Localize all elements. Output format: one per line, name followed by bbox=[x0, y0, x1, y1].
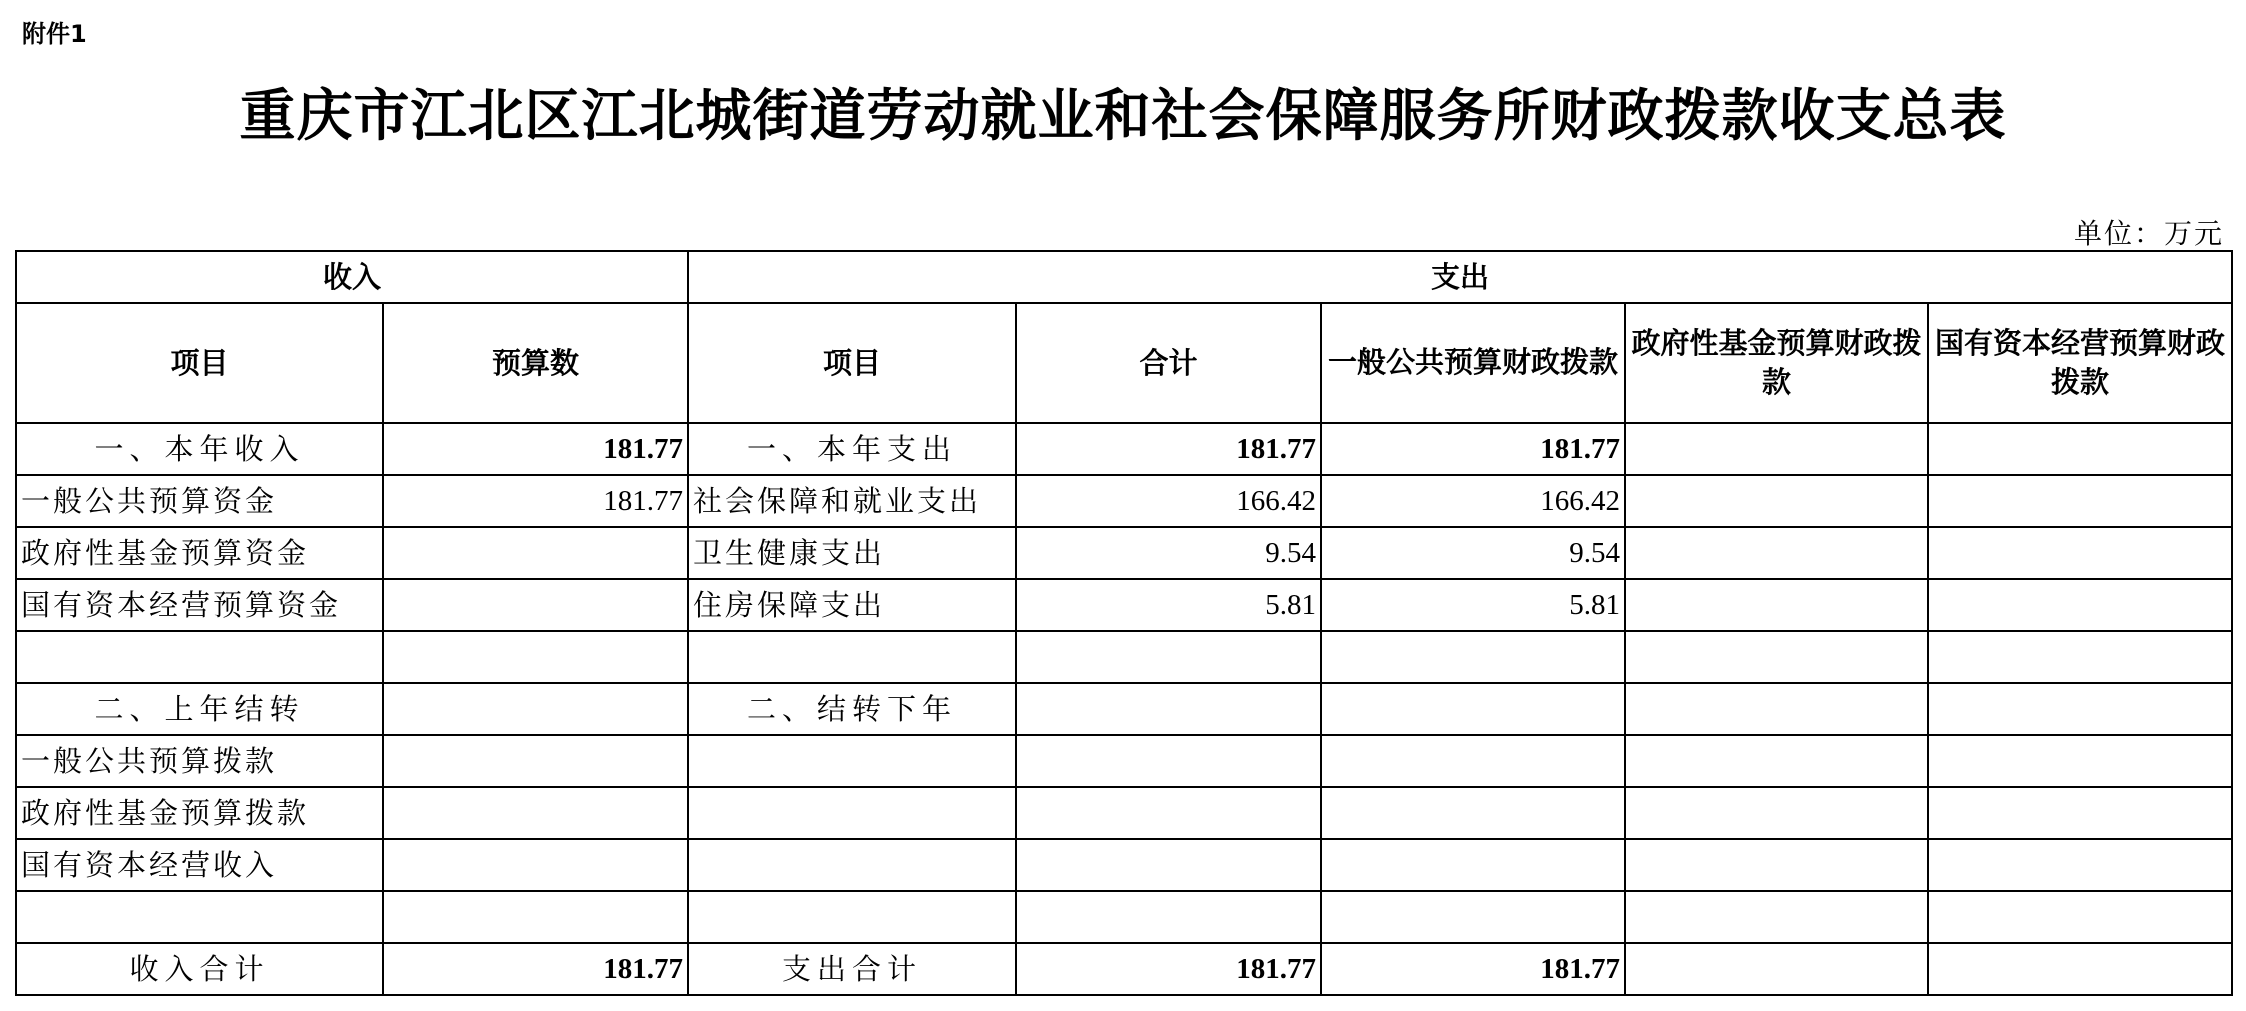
expenditure-total bbox=[1016, 631, 1321, 683]
expenditure-general: 5.81 bbox=[1321, 579, 1625, 631]
budget-table bbox=[15, 250, 2233, 996]
income-item: 国有资本经营预算资金 bbox=[16, 579, 383, 631]
income-value: 181.77 bbox=[383, 475, 688, 527]
table-subheader-row bbox=[16, 303, 2232, 423]
expenditure-fund bbox=[1625, 579, 1928, 631]
expenditure-header: 支出 bbox=[688, 251, 2232, 303]
expenditure-item: 社会保障和就业支出 bbox=[688, 475, 1016, 527]
table-header-row bbox=[16, 251, 2232, 303]
expenditure-general: 181.77 bbox=[1321, 943, 1625, 995]
expenditure-capital bbox=[1928, 423, 2232, 475]
income-value bbox=[383, 683, 688, 735]
income-item-header: 项目 bbox=[16, 303, 383, 423]
expenditure-general bbox=[1321, 631, 1625, 683]
expenditure-fund bbox=[1625, 631, 1928, 683]
expenditure-total bbox=[1016, 735, 1321, 787]
expenditure-general: 181.77 bbox=[1321, 423, 1625, 475]
expenditure-total: 181.77 bbox=[1016, 423, 1321, 475]
expenditure-total: 166.42 bbox=[1016, 475, 1321, 527]
expenditure-item bbox=[688, 891, 1016, 943]
expenditure-fund bbox=[1625, 891, 1928, 943]
expenditure-general bbox=[1321, 683, 1625, 735]
expenditure-capital bbox=[1928, 735, 2232, 787]
expenditure-item bbox=[688, 735, 1016, 787]
table-row bbox=[16, 839, 2232, 891]
expenditure-item-header: 项目 bbox=[688, 303, 1016, 423]
income-value bbox=[383, 891, 688, 943]
table-row bbox=[16, 787, 2232, 839]
income-value bbox=[383, 839, 688, 891]
expenditure-fund bbox=[1625, 683, 1928, 735]
income-value: 181.77 bbox=[383, 423, 688, 475]
income-total-label: 收入合计 bbox=[16, 943, 383, 995]
expenditure-fund bbox=[1625, 787, 1928, 839]
expenditure-fund bbox=[1625, 943, 1928, 995]
expenditure-general bbox=[1321, 735, 1625, 787]
table-row bbox=[16, 475, 2232, 527]
income-item: 政府性基金预算资金 bbox=[16, 527, 383, 579]
income-value bbox=[383, 787, 688, 839]
expenditure-total: 9.54 bbox=[1016, 527, 1321, 579]
table-row bbox=[16, 579, 2232, 631]
expenditure-general bbox=[1321, 787, 1625, 839]
income-total-value: 181.77 bbox=[383, 943, 688, 995]
table-row bbox=[16, 735, 2232, 787]
table-row bbox=[16, 527, 2232, 579]
page-title: 重庆市江北区江北城街道劳动就业和社会保障服务所财政拨款收支总表 bbox=[239, 83, 2007, 149]
income-value bbox=[383, 527, 688, 579]
expenditure-item: 住房保障支出 bbox=[688, 579, 1016, 631]
expenditure-fund bbox=[1625, 527, 1928, 579]
expenditure-total-label: 支出合计 bbox=[688, 943, 1016, 995]
table-total-row bbox=[16, 943, 2232, 995]
unit-label: 单位：万元 bbox=[2073, 217, 2224, 250]
expenditure-item: 一、本年支出 bbox=[688, 423, 1016, 475]
expenditure-fund bbox=[1625, 735, 1928, 787]
expenditure-general: 9.54 bbox=[1321, 527, 1625, 579]
table-row bbox=[16, 423, 2232, 475]
expenditure-fund bbox=[1625, 423, 1928, 475]
expenditure-total bbox=[1016, 891, 1321, 943]
expenditure-capital bbox=[1928, 579, 2232, 631]
income-item: 一、本年收入 bbox=[16, 423, 383, 475]
attachment-label: 附件1 bbox=[22, 20, 87, 48]
income-item bbox=[16, 631, 383, 683]
expenditure-total: 5.81 bbox=[1016, 579, 1321, 631]
income-item: 一般公共预算拨款 bbox=[16, 735, 383, 787]
table-row bbox=[16, 631, 2232, 683]
table-row bbox=[16, 891, 2232, 943]
table-row bbox=[16, 683, 2232, 735]
expenditure-general bbox=[1321, 891, 1625, 943]
expenditure-fund bbox=[1625, 839, 1928, 891]
expenditure-general bbox=[1321, 839, 1625, 891]
income-item: 国有资本经营收入 bbox=[16, 839, 383, 891]
income-item: 政府性基金预算拨款 bbox=[16, 787, 383, 839]
income-item: 二、上年结转 bbox=[16, 683, 383, 735]
expenditure-capital bbox=[1928, 787, 2232, 839]
income-value bbox=[383, 579, 688, 631]
expenditure-capital bbox=[1928, 631, 2232, 683]
state-capital-header: 国有资本经营预算财政拨款 bbox=[1928, 303, 2232, 423]
income-header: 收入 bbox=[16, 251, 688, 303]
budget-header: 预算数 bbox=[383, 303, 688, 423]
expenditure-capital bbox=[1928, 683, 2232, 735]
expenditure-item bbox=[688, 787, 1016, 839]
expenditure-total bbox=[1016, 839, 1321, 891]
expenditure-item: 卫生健康支出 bbox=[688, 527, 1016, 579]
expenditure-capital bbox=[1928, 527, 2232, 579]
income-item bbox=[16, 891, 383, 943]
income-item: 一般公共预算资金 bbox=[16, 475, 383, 527]
income-value bbox=[383, 631, 688, 683]
expenditure-total bbox=[1016, 683, 1321, 735]
income-value bbox=[383, 735, 688, 787]
expenditure-fund bbox=[1625, 475, 1928, 527]
expenditure-item: 二、结转下年 bbox=[688, 683, 1016, 735]
expenditure-general: 166.42 bbox=[1321, 475, 1625, 527]
expenditure-capital bbox=[1928, 475, 2232, 527]
expenditure-item bbox=[688, 631, 1016, 683]
general-public-header: 一般公共预算财政拨款 bbox=[1321, 303, 1625, 423]
expenditure-item bbox=[688, 839, 1016, 891]
gov-fund-header: 政府性基金预算财政拨款 bbox=[1625, 303, 1928, 423]
expenditure-capital bbox=[1928, 839, 2232, 891]
total-header: 合计 bbox=[1016, 303, 1321, 423]
expenditure-total: 181.77 bbox=[1016, 943, 1321, 995]
expenditure-capital bbox=[1928, 943, 2232, 995]
expenditure-total bbox=[1016, 787, 1321, 839]
expenditure-capital bbox=[1928, 891, 2232, 943]
